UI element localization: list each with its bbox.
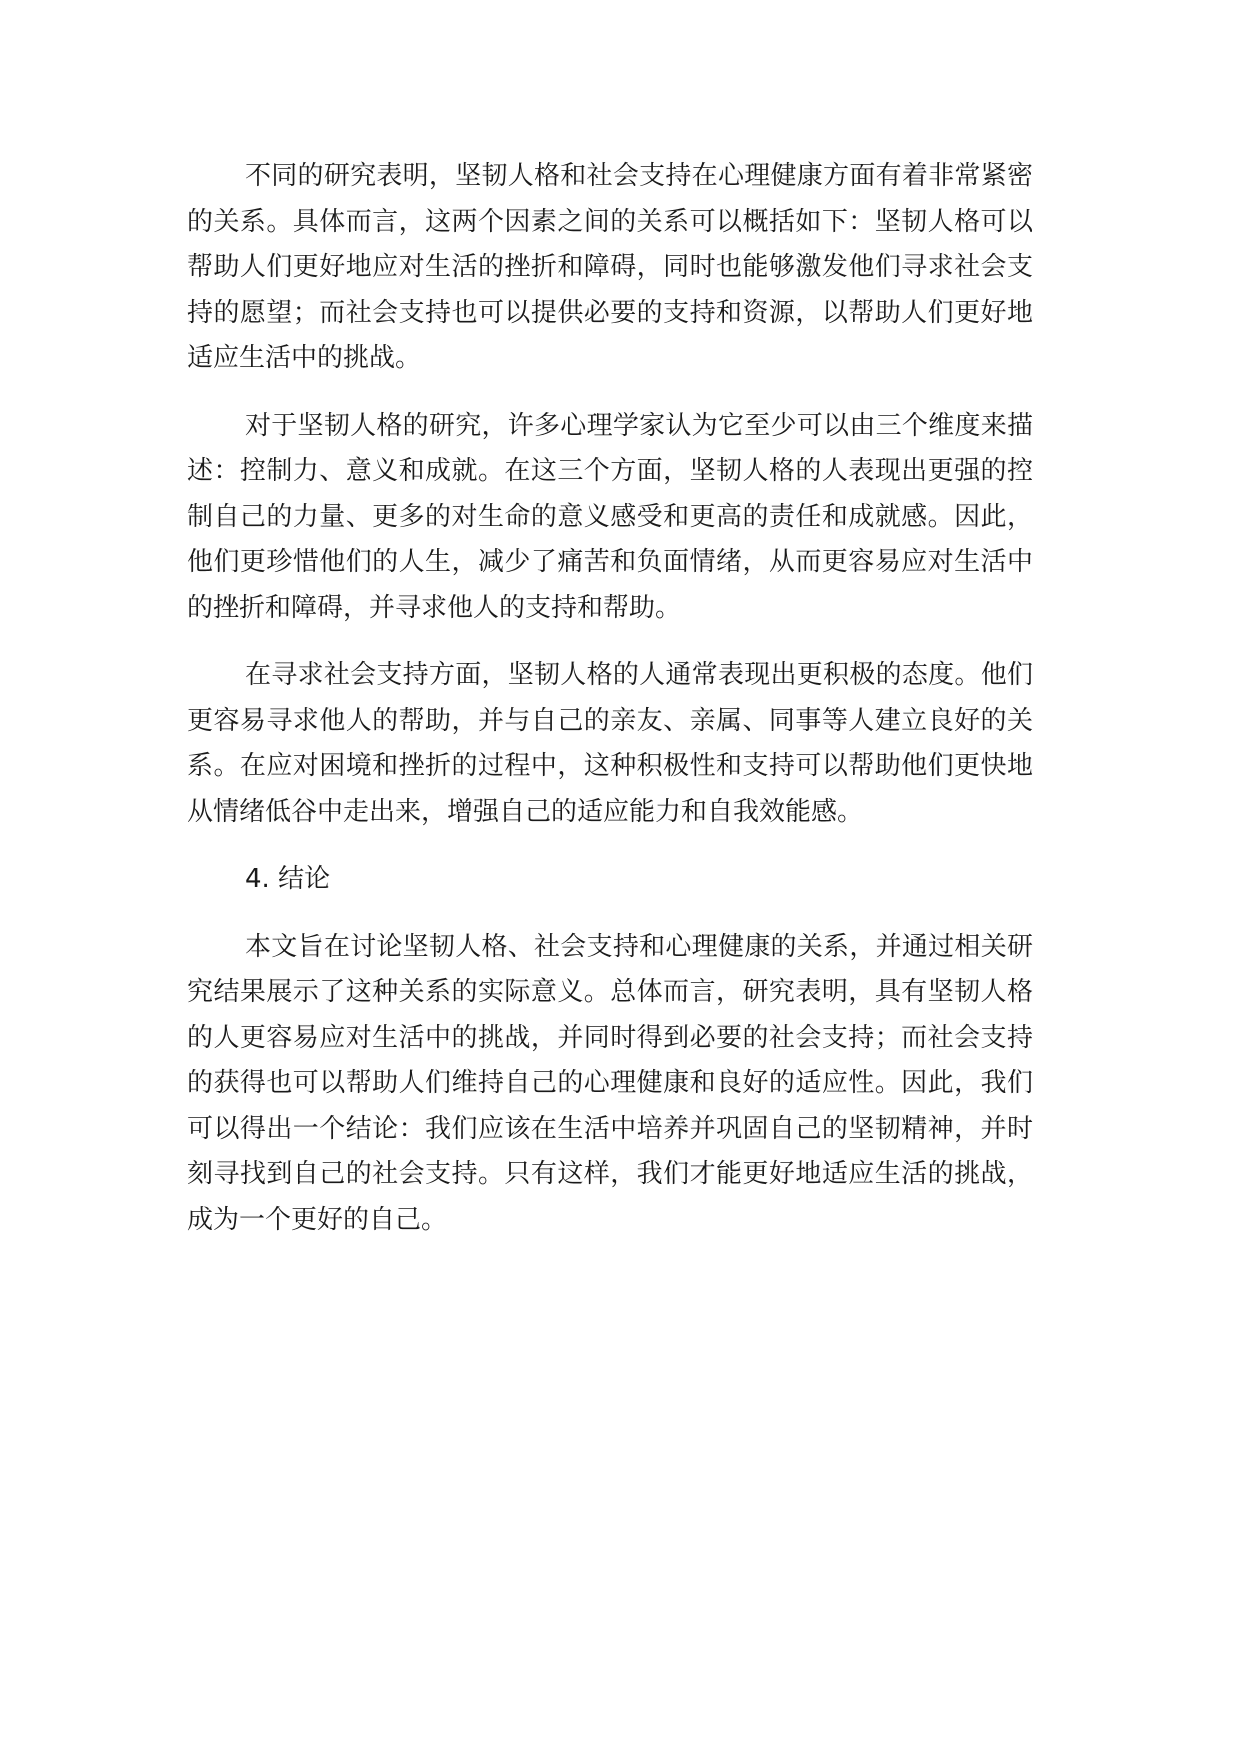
- paragraph-social-support: 在寻求社会支持方面，坚韧人格的人通常表现出更积极的态度。他们更容易寻求他人的帮助，并与自己的亲友、亲属、同事等人建立良好的关系。在应对困境和挫折的过程中，这种积极性和支持可以帮助他们更快地从情绪低谷中走出来，增强自己的适应能力和自我效能感。: [187, 660, 1033, 827]
- section-heading-conclusion: 4. 结论: [245, 864, 331, 894]
- paragraph-relationship: 不同的研究表明，坚韧人格和社会支持在心理健康方面有着非常紧密的关系。具体而言，这两个因素之间的关系可以概括如下：坚韧人格可以帮助人们更好地应对生活的挫折和障碍，同时也能够激发他们寻求社会支持的愿望；而社会支持也可以提供必要的支持和资源，以帮助人们更好地适应生活中的挑战。: [187, 161, 1033, 373]
- paragraph-hardiness-dimensions: 对于坚韧人格的研究，许多心理学家认为它至少可以由三个维度来描述：控制力、意义和成就。在这三个方面，坚韧人格的人表现出更强的控制自己的力量、更多的对生命的意义感受和更高的责任和成就感。因此，他们更珍惜他们的人生，减少了痛苦和负面情绪，从而更容易应对生活中的挫折和障碍，并寻求他人的支持和帮助。: [187, 410, 1033, 623]
- paragraph-conclusion: 本文旨在讨论坚韧人格、社会支持和心理健康的关系，并通过相关研究结果展示了这种关系的实际意义。总体而言，研究表明，具有坚韧人格的人更容易应对生活中的挑战，并同时得到必要的社会支持；而社会支持的获得也可以帮助人们维持自己的心理健康和良好的适应性。因此，我们可以得出一个结论：我们应该在生活中培养并巩固自己的坚韧精神，并时刻寻找到自己的社会支持。只有这样，我们才能更好地适应生活的挑战，成为一个更好的自己。: [187, 931, 1033, 1235]
- document-body: [187, 154, 1033, 1265]
